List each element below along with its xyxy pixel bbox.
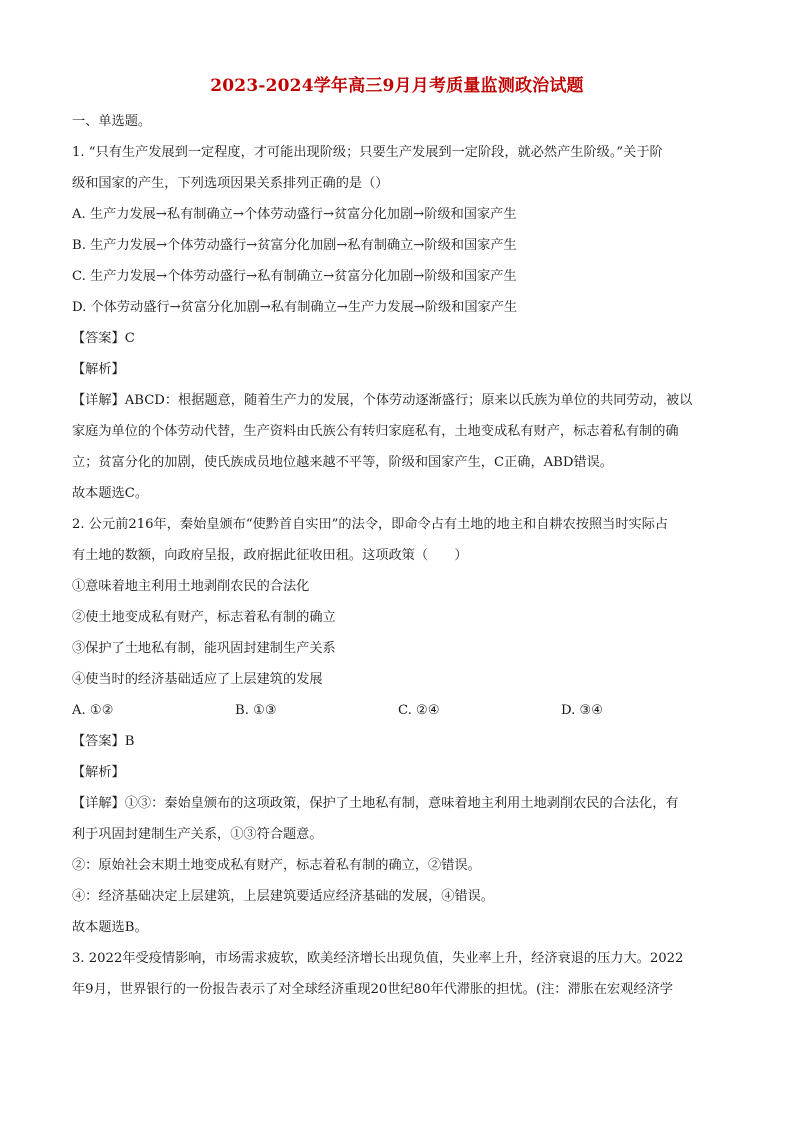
detail-text: 家庭为单位的个体劳动代替，生产资料由氏族公有转归家庭私有，土地变成私有财产，标志着私有制的确 [72,424,679,439]
option-a: A. ①② [72,703,114,718]
document-body [72,106,724,1005]
detail-text: ④：经济基础决定上层建筑，上层建筑要适应经济基础的发展，④错误。 [72,889,494,904]
statement-item: ①意味着地主利用土地剥削农民的合法化 [72,579,310,594]
detail-text: 利于巩固封建制生产关系，①③符合题意。 [72,827,323,842]
conclusion-text: 故本题选C。 [72,486,149,501]
statement-item: ③保护了土地私有制，能巩固封建制生产关系 [72,641,336,656]
statement-item: ②使土地变成私有财产，标志着私有制的确立 [72,610,336,625]
detail-text: 立；贫富分化的加剧，使氏族成员地位越来越不平等，阶级和国家产生，C正确，ABD错误。 [72,455,613,470]
option-b: B. ①③ [235,703,277,718]
option-b: B. 生产力发展→个体劳动盛行→贫富分化加剧→私有制确立→阶级和国家产生 [72,238,517,253]
analysis-label: 【解析】 [72,362,125,377]
question-2 [72,509,724,943]
option-d: D. 个体劳动盛行→贫富分化加剧→私有制确立→生产力发展→阶级和国家产生 [72,300,518,315]
question-stem: 3. 2022年受疫情影响，市场需求疲软，欧美经济增长出现负值，失业率上升，经济衰退的压力大。2022 [72,951,684,966]
statement-item: ④使当时的经济基础适应了上层建筑的发展 [72,672,323,687]
question-stem: 年9月，世界银行的一份报告表示了对全球经济重现20世纪80年代滞胀的担忧。(注：滞胀在宏观经济学 [72,982,673,997]
conclusion-text: 故本题选B。 [72,920,148,935]
detail-text: 【详解】①③：秦始皇颁布的这项政策，保护了土地私有制，意味着地主利用土地剥削农民的合法化，有 [72,796,679,811]
question-stem: 级和国家的产生，下列选项因果关系排列正确的是（） [72,176,389,191]
detail-text: ②：原始社会末期土地变成私有财产，标志着私有制的确立，②错误。 [72,858,481,873]
section-heading: 一、单选题。 [72,114,152,129]
analysis-label: 【解析】 [72,765,125,780]
option-a: A. 生产力发展→私有制确立→个体劳动盛行→贫富分化加剧→阶级和国家产生 [72,207,517,222]
option-c: C. ②④ [398,703,440,718]
answer-choices [72,695,724,726]
answer-line: 【答案】B [72,734,135,749]
question-3 [72,943,724,1005]
option-d: D. ③④ [561,703,604,718]
question-1 [72,137,724,509]
page-title: 2023-2024学年高三9月月考质量监测政治试题 [210,76,584,96]
question-stem: 有土地的数额，向政府呈报，政府据此征收田租。这项政策（ ） [72,548,468,563]
question-stem: 2. 公元前216年，秦始皇颁布“使黔首自实田”的法令，即命令占有土地的地主和自耕农按照当时实际占 [72,517,669,532]
question-stem: 1. “只有生产发展到一定程度，才可能出现阶级；只要生产发展到一定阶段，就必然产生阶级。”关于阶 [72,145,663,160]
answer-line: 【答案】C [72,331,135,346]
detail-text: 【详解】ABCD：根据题意，随着生产力的发展，个体劳动逐渐盛行；原来以氏族为单位的共同劳动，被以 [72,393,693,408]
option-c: C. 生产力发展→个体劳动盛行→私有制确立→贫富分化加剧→阶级和国家产生 [72,269,517,284]
